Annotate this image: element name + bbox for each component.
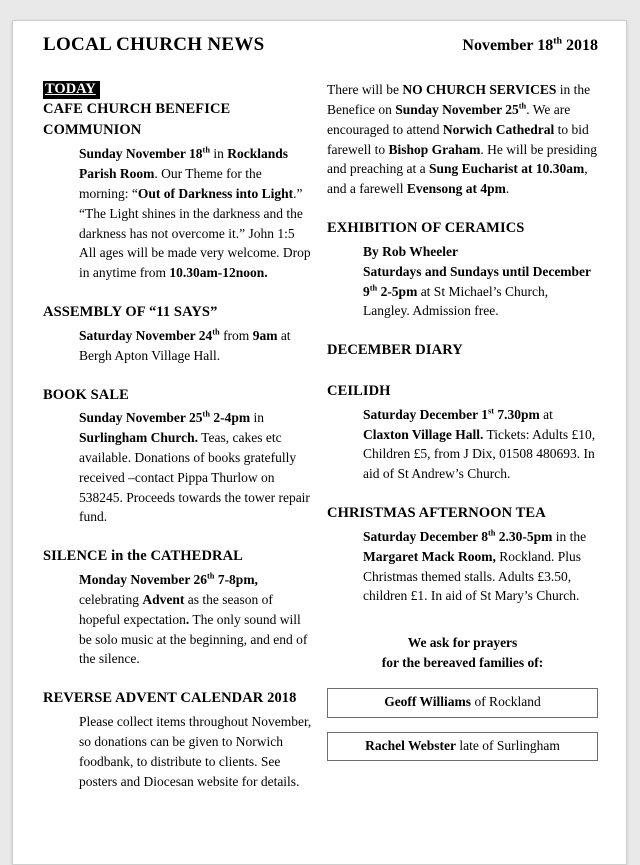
bold-text-run: 10.30am-12noon. — [169, 265, 268, 281]
bereaved-family-box — [327, 688, 598, 718]
text-run: in — [209, 146, 228, 162]
bold-text-run: . — [185, 611, 190, 627]
section-heading: SILENCE in the CATHEDRAL — [43, 548, 243, 565]
section-ceilidh — [327, 381, 598, 484]
bold-text-run: th — [518, 101, 527, 111]
bold-text-run: Saturday December 1 — [363, 406, 488, 422]
date-year: 2018 — [562, 37, 598, 54]
left-column — [43, 80, 314, 810]
section-body — [79, 570, 314, 669]
prayer-note-line: We ask for prayers — [407, 635, 518, 651]
bold-text-run: Bishop Graham — [388, 141, 481, 157]
section-prayer-request — [327, 633, 598, 674]
text-run: . Our Theme for the morning: “ — [79, 166, 262, 201]
text-run: at St Michael’s Church, Langley. Admission free. — [363, 283, 549, 319]
bold-text-run: By Rob Wheeler — [363, 243, 458, 259]
section-heading: CAFE CHURCH BENEFICE COMMUNION — [43, 100, 231, 139]
bold-text-run: Advent — [142, 591, 185, 607]
date-main: November 18 — [462, 37, 554, 54]
text-run: The only sound will be solo music at the beginning, and end of the silence. — [79, 611, 308, 667]
bold-text-run: 9am — [252, 327, 278, 343]
bold-text-run: 2-4pm — [209, 410, 251, 426]
section-body — [79, 144, 314, 283]
bold-text-run: Evensong at 4pm — [406, 181, 506, 197]
bold-text-run: Geoff Williams — [384, 693, 472, 709]
text-run: in — [250, 410, 264, 426]
section-assembly — [43, 302, 314, 365]
section-heading: CEILIDH — [327, 382, 391, 399]
text-run: Teas, cakes etc available. Donations of books gratefully received –contact Pippa Thurlow on 538245. Proceeds towards the tower repair fund. — [79, 430, 310, 525]
section-heading: REVERSE ADVENT CALENDAR 2018 — [43, 690, 297, 707]
date-ordinal-superscript: th — [553, 35, 562, 47]
section-no-services-notice — [327, 80, 598, 199]
bold-text-run: Sunday November 25 — [395, 101, 519, 117]
text-run: , and a farewell — [327, 161, 588, 197]
section-silence-cathedral — [43, 546, 314, 669]
section-heading: CHRISTMAS AFTERNOON TEA — [327, 505, 546, 522]
bold-text-run: st — [487, 406, 495, 416]
text-run: . — [505, 181, 510, 197]
bold-text-run: Sunday November 18 — [79, 146, 203, 162]
text-run: Please collect items throughout November, so donations can be given to Norwich foodbank, to distribute to clients. See posters and Diocesan website for details. — [79, 714, 312, 789]
section-heading: DECEMBER DIARY — [327, 342, 463, 359]
bold-text-run: Sunday November 25 — [79, 410, 203, 426]
text-run: Tickets: Adults £10, Children £5, from J Dix, 01508 480693. In aid of St Andrew’s Church. — [363, 426, 596, 482]
bold-text-run: Saturday December 8 — [363, 528, 488, 544]
section-body — [327, 80, 598, 199]
section-body — [79, 408, 314, 527]
prayer-note-line: for the bereaved families of: — [381, 655, 544, 671]
text-run: Rockland. Plus Christmas themed stalls. Adults £3.50, children £1. In aid of St Mary’s Church. — [363, 548, 581, 604]
text-run: at — [539, 406, 553, 422]
bold-text-run: th — [207, 571, 215, 581]
bold-text-run: th — [369, 283, 378, 292]
section-body — [363, 242, 598, 321]
bold-text-run: Sung Eucharist at 10.30am — [428, 161, 585, 177]
bereaved-family-box — [327, 732, 598, 762]
bold-text-run: Saturday November 24 — [79, 327, 213, 343]
section-heading: ASSEMBLY OF “11 SAYS” — [43, 304, 218, 321]
text-run: as the season of hopeful expectation — [79, 591, 273, 627]
section-body — [363, 405, 598, 484]
bold-text-run: 2.30-5pm — [495, 528, 553, 544]
bold-text-run: th — [487, 528, 496, 538]
text-run: in the — [552, 528, 587, 544]
text-run: . We are encouraged to attend — [327, 101, 571, 137]
section-body — [363, 527, 598, 606]
bold-text-run: th — [212, 327, 220, 337]
section-heading: BOOK SALE — [43, 386, 129, 403]
text-run: at Bergh Apton Village Hall. — [79, 327, 291, 363]
bold-text-run: Margaret Mack Room, — [363, 548, 496, 564]
bold-text-run: 2-5pm — [377, 283, 418, 299]
bold-text-run: th — [202, 409, 210, 419]
text-run: celebrating — [79, 591, 143, 607]
newsletter-page — [12, 20, 627, 865]
section-christmas-tea — [327, 503, 598, 606]
text-run: .” “The Light shines in the darkness and the darkness has not overcome it.” John 1:5 All ages will be made very welcome. Drop in anytime from — [79, 185, 311, 281]
text-run: to bid farewell to — [327, 121, 589, 157]
text-run: There will be — [327, 82, 403, 97]
section-body — [79, 326, 314, 366]
text-run: from — [219, 327, 253, 343]
text-run: of Rockland — [471, 693, 541, 709]
bold-text-run: Saturdays and Sundays until December 9 — [363, 263, 591, 299]
text-run: in the Benefice on — [327, 82, 591, 117]
bold-text-run: Rachel Webster — [365, 737, 456, 753]
page-date — [462, 37, 598, 55]
bold-text-run: th — [202, 145, 210, 155]
bold-text-run: NO CHURCH SERVICES — [402, 82, 557, 97]
bold-text-run: Claxton Village Hall. — [363, 426, 484, 442]
section-cafe-church — [43, 80, 314, 283]
section-heading: EXHIBITION OF CERAMICS — [327, 220, 525, 237]
bold-text-run: 7-8pm, — [214, 572, 258, 588]
page-title: LOCAL CHURCH NEWS — [43, 34, 265, 55]
today-highlight-label: TODAY — [43, 81, 100, 99]
section-december-diary — [327, 340, 598, 362]
section-ceramics-exhibition — [327, 218, 598, 321]
bold-text-run: Monday November 26 — [79, 572, 207, 588]
bold-text-run: 7.30pm — [494, 406, 540, 422]
text-run: late of Surlingham — [456, 737, 560, 753]
bold-text-run: Rocklands Parish Room — [79, 146, 289, 182]
section-body — [79, 712, 314, 791]
text-run: . He will be presiding and preaching at a — [327, 141, 597, 177]
bold-text-run: Norwich Cathedral — [442, 121, 555, 137]
bold-text-run: Out of Darkness into Light — [137, 185, 294, 201]
page-header — [43, 34, 598, 56]
right-column — [327, 80, 598, 810]
two-column-layout — [43, 80, 598, 810]
section-book-sale — [43, 385, 314, 528]
bold-text-run: Surlingham Church. — [79, 430, 199, 446]
section-reverse-advent — [43, 688, 314, 791]
